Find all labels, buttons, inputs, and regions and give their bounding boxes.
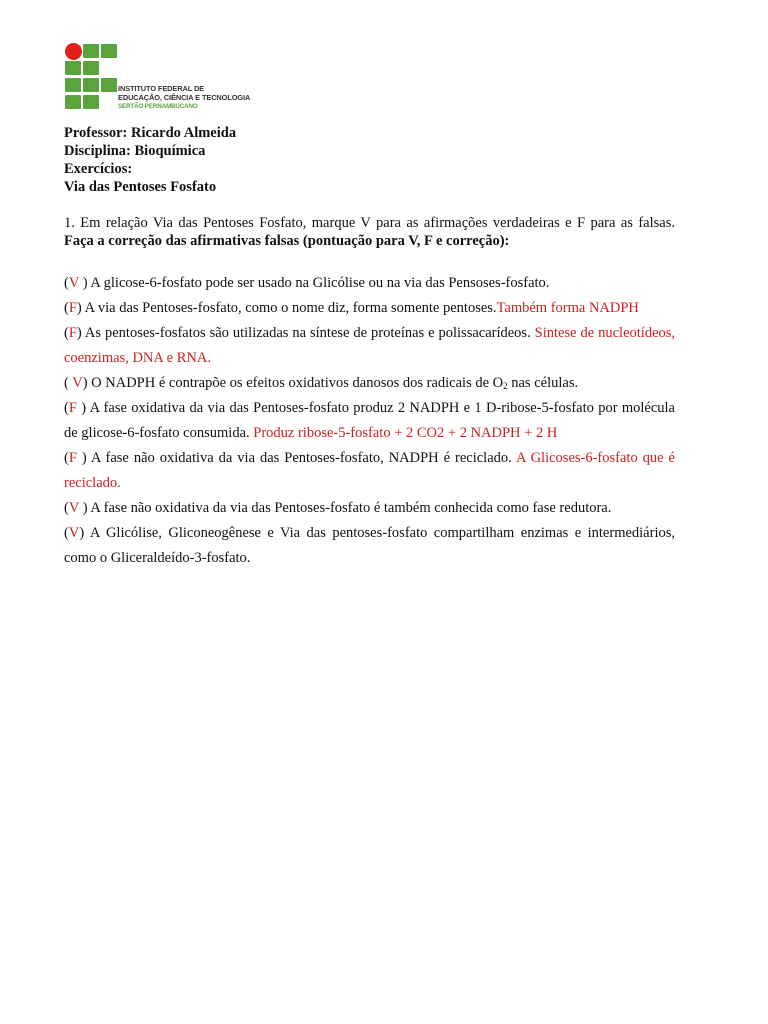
logo-line-2: EDUCAÇÃO, CIÊNCIA E TECNOLOGIA — [118, 93, 251, 102]
subscript-two: 2 — [503, 381, 508, 391]
paren-close: ) — [76, 325, 82, 341]
answer-mark: V — [68, 525, 80, 541]
paren-open: ( — [64, 500, 69, 516]
paren-close: ) — [76, 400, 87, 416]
paren-open: ( — [64, 275, 69, 291]
answer-item — [64, 496, 675, 521]
logo-red-dot — [65, 43, 82, 60]
topic-line: Via das Pentoses Fosfato — [64, 179, 217, 195]
logo-square — [83, 78, 99, 92]
logo-wordmark — [118, 84, 250, 111]
statement-text: O NADPH é contrapõe os efeitos oxidativos danosos dos radicais de O — [91, 375, 504, 391]
logo-square — [83, 61, 99, 75]
logo-square — [65, 78, 81, 92]
paren-open: ( — [64, 525, 69, 541]
answer-mark: F — [68, 400, 77, 416]
paren-close: ) — [79, 525, 85, 541]
logo-square — [83, 44, 99, 58]
paren-open: ( — [64, 450, 69, 466]
answer-list — [64, 271, 675, 571]
paren-close: ) — [79, 275, 88, 291]
logo-square — [101, 44, 117, 58]
correction-text: Sintese de nucleotídeos, coenzimas, DNA e RNA. — [64, 325, 676, 366]
logo-mark — [64, 42, 118, 110]
statement-text: A Glicólise, Gliconeogênese e Via das pentoses-fosfato compartilham enzimas e intermediários, como o Gliceraldeído-3-fosfato. — [64, 525, 675, 566]
paren-open: ( — [64, 400, 69, 416]
exercises-line: Exercícios: — [64, 161, 133, 177]
discipline-line: Disciplina: Bioquímica — [64, 143, 206, 159]
answer-item — [64, 396, 675, 446]
answer-item — [64, 321, 675, 371]
statement-text: A fase não oxidativa da via das Pentoses-fosfato, NADPH é reciclado. — [90, 450, 512, 466]
answer-mark: V — [72, 375, 83, 391]
correction-text: A Glicoses-6-fosfato que é reciclado. — [64, 450, 675, 491]
paren-close: ) — [76, 300, 82, 316]
answer-item — [64, 296, 675, 321]
paren-open: ( — [64, 300, 69, 316]
statement-text: As pentoses-fosfatos são utilizadas na síntese de proteínas e polissacarídeos. — [84, 325, 531, 341]
correction-text: Produz ribose-5-fosfato + 2 CO2 + 2 NADPH + 2 H — [253, 425, 558, 441]
paren-open: ( — [64, 325, 69, 341]
paren-close: ) — [82, 375, 88, 391]
logo-line-3: SERTÃO PERNAMBUCANO — [118, 103, 198, 110]
paren-close: ) — [79, 500, 88, 516]
paren-close: ) — [76, 450, 87, 466]
statement-text: A fase oxidativa da via das Pentoses-fosfato produz 2 NADPH e 1 D-ribose-5-fosfato por molécula de glicose-6-fosfato consumida. — [64, 400, 675, 441]
document-header — [64, 124, 236, 196]
logo-square — [101, 78, 117, 92]
question-instruction: Faça a correção das afirmativas falsas (pontuação para V, F e correção): — [64, 233, 510, 249]
answer-item — [64, 371, 675, 396]
answer-mark: V — [68, 275, 80, 291]
statement-text: A fase não oxidativa da via das Pentoses-fosfato é também conhecida como fase redutora. — [90, 500, 612, 516]
logo-square — [65, 95, 81, 109]
answer-item — [64, 271, 675, 296]
answer-mark: F — [68, 450, 77, 466]
logo-square — [65, 61, 81, 75]
answer-mark: F — [68, 325, 77, 341]
logo-line-1: INSTITUTO FEDERAL DE — [118, 84, 205, 93]
institute-logo — [64, 42, 251, 112]
answer-item — [64, 446, 675, 496]
logo-square — [83, 95, 99, 109]
answer-item — [64, 521, 675, 571]
paren-open: ( — [64, 375, 73, 391]
answer-mark: V — [68, 500, 80, 516]
question-intro: 1. Em relação Via das Pentoses Fosfato, marque V para as afirmações verdadeiras e F para as falsas. — [64, 215, 675, 231]
statement-text: A via das Pentoses-fosfato, como o nome diz, forma somente pentoses. — [84, 300, 497, 316]
correction-text: Também forma NADPH — [496, 300, 639, 316]
answer-mark: F — [68, 300, 77, 316]
statement-text-end: nas células. — [507, 375, 579, 391]
question-prompt — [64, 214, 675, 250]
statement-text: A glicose-6-fosfato pode ser usado na Glicólise ou na via das Pensoses-fosfato. — [90, 275, 550, 291]
professor-line: Professor: Ricardo Almeida — [64, 125, 237, 141]
